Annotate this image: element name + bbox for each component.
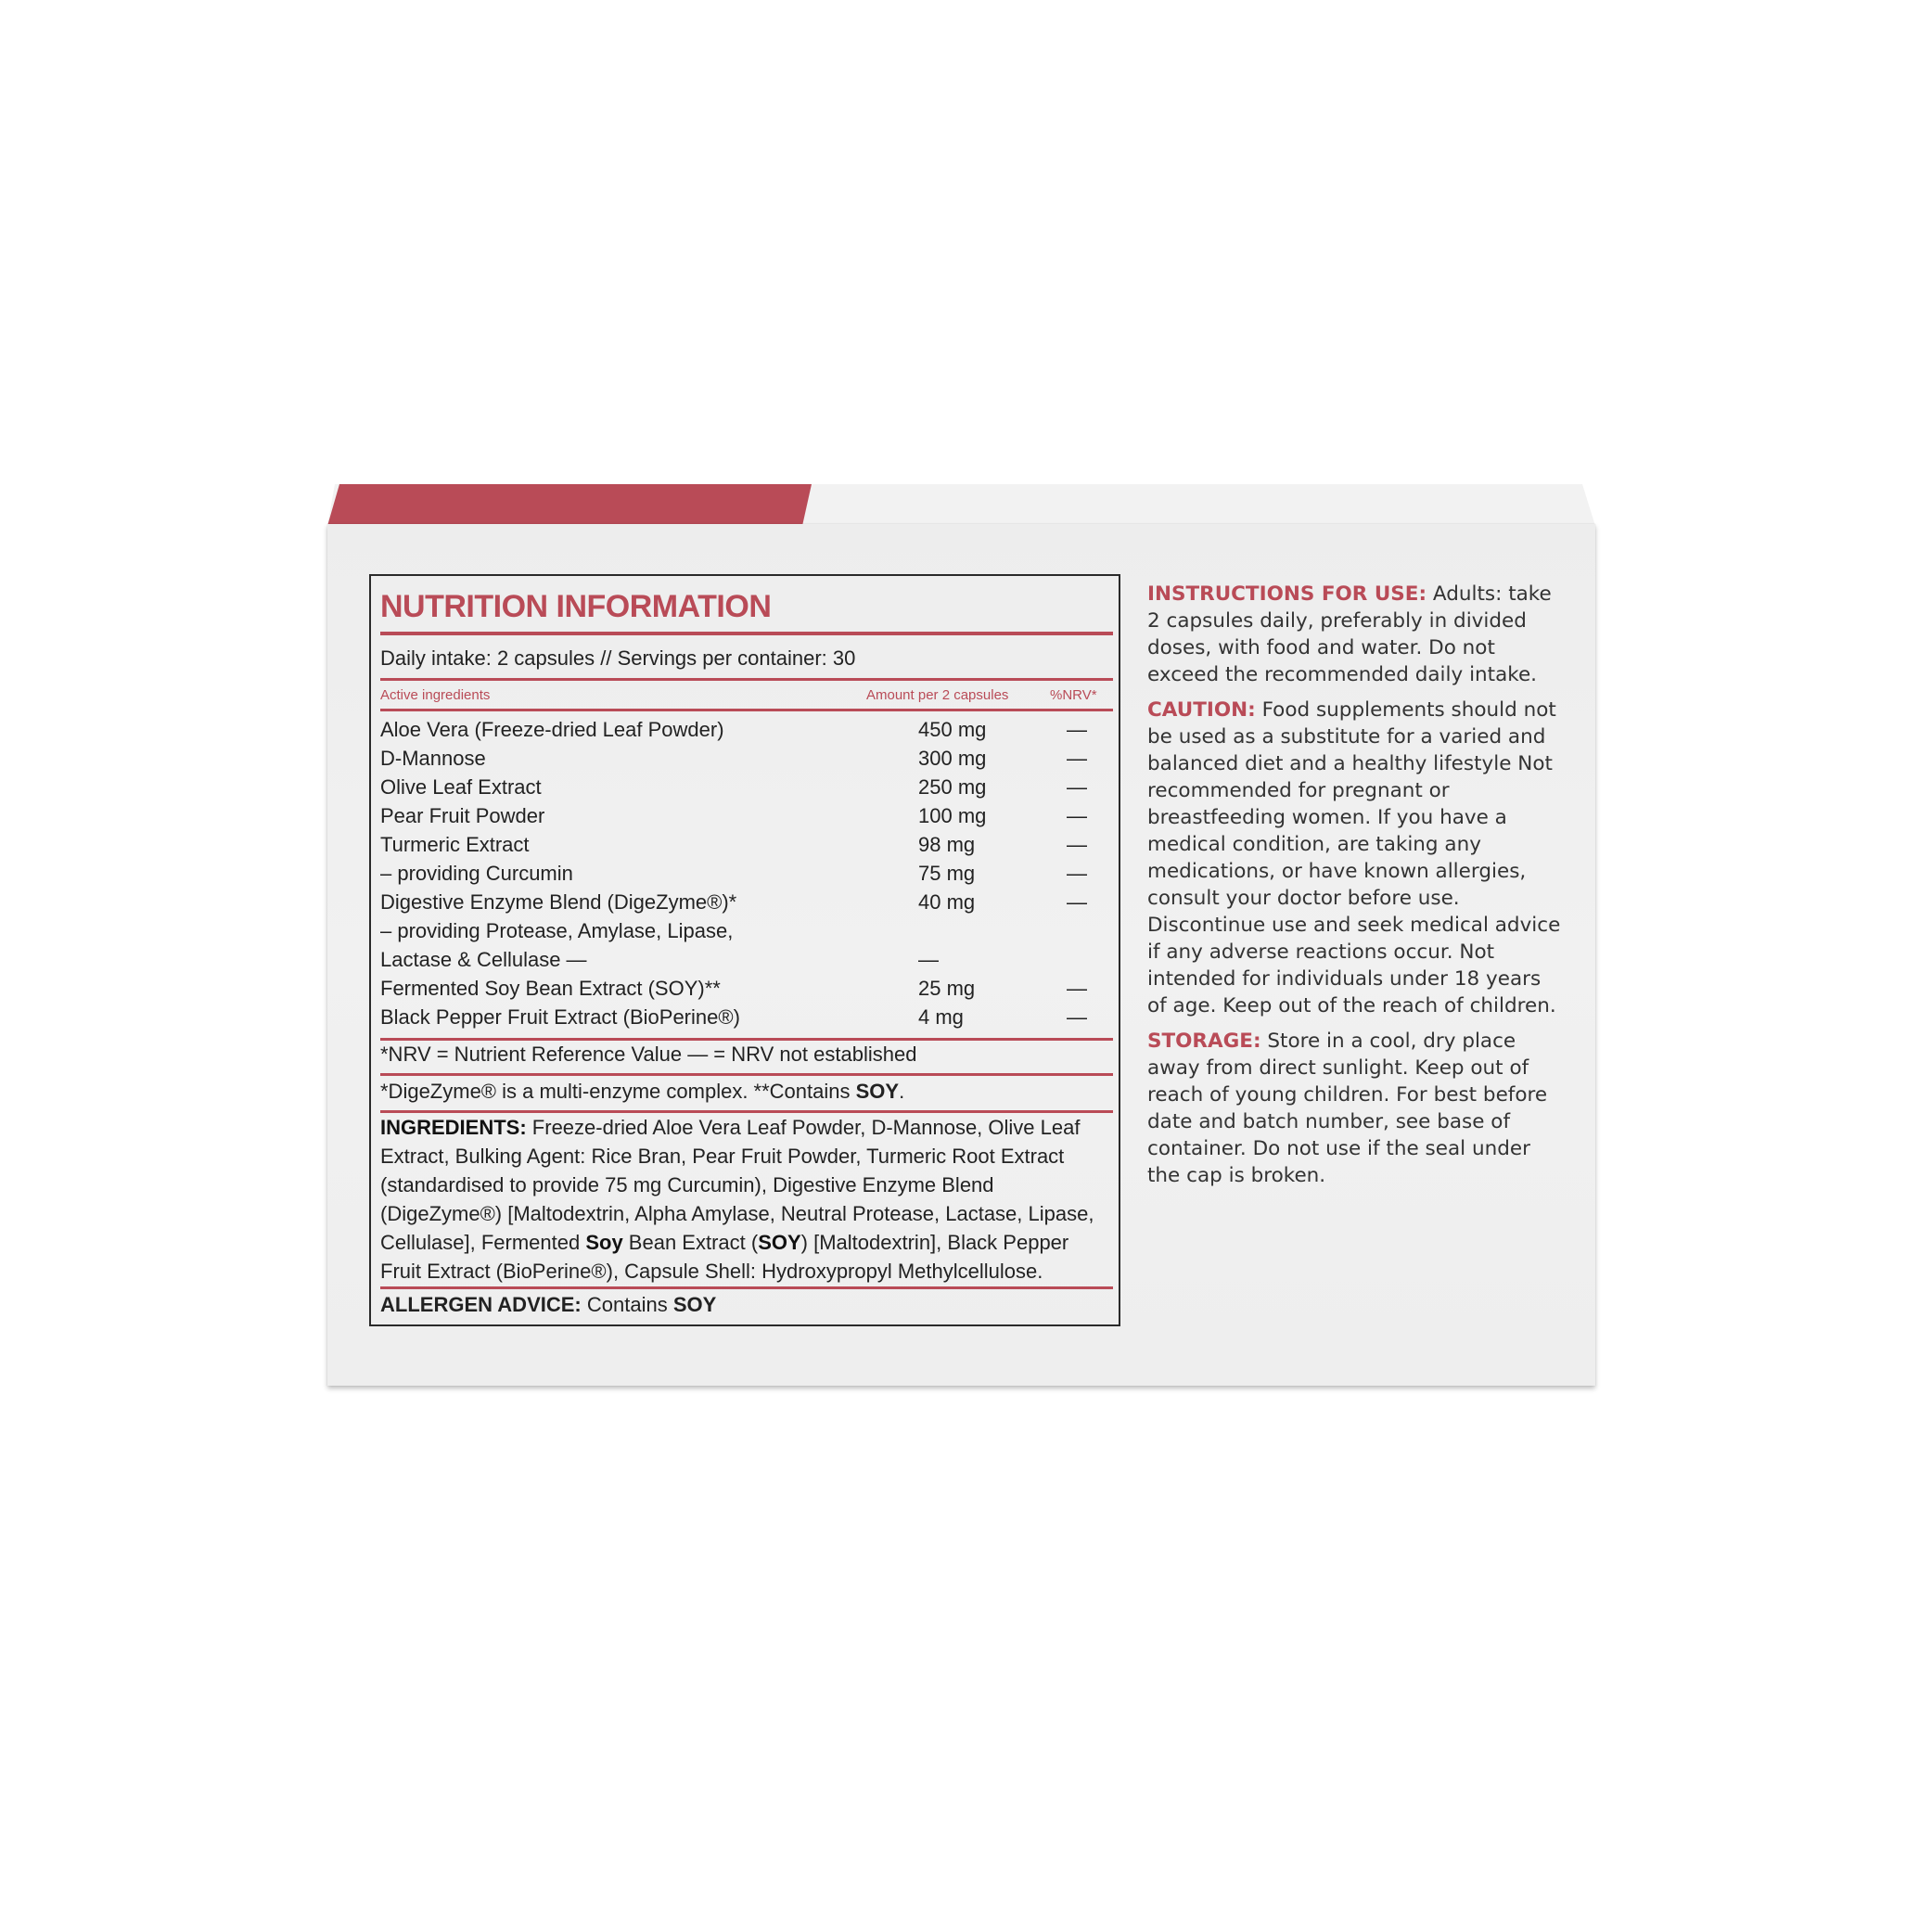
ingredients-text-3: ) [Maltodextrin], Black Pepper Fruit Extract (BioPerine®), Capsule Shell: Hydroxypropyl Methylcellulose. bbox=[380, 1231, 1069, 1283]
ingredients-soy-2: SOY bbox=[758, 1231, 801, 1254]
title-rule bbox=[380, 632, 1113, 635]
digezyme-note-text: *DigeZyme® is a multi-enzyme complex. **Contains bbox=[380, 1080, 856, 1103]
ingredients-paragraph bbox=[380, 1113, 1115, 1286]
row-nrv: — bbox=[1067, 977, 1087, 1000]
allergen-text: Contains bbox=[581, 1293, 673, 1316]
caution-label: CAUTION: bbox=[1147, 698, 1256, 722]
table-row bbox=[380, 977, 1113, 1005]
header-nrv: %NRV* bbox=[1050, 687, 1097, 703]
daily-intake-text: Daily intake: 2 capsules // Servings per container: 30 bbox=[380, 646, 856, 670]
row-amount: 300 mg bbox=[918, 747, 987, 770]
row-name: Olive Leaf Extract bbox=[380, 775, 542, 799]
storage-label: STORAGE: bbox=[1147, 1030, 1261, 1053]
nutrition-panel bbox=[369, 574, 1120, 1326]
header-amount: Amount per 2 capsules bbox=[866, 687, 1009, 703]
row-amount: 40 mg bbox=[918, 890, 976, 914]
instructions-column bbox=[1147, 581, 1565, 1197]
row-nrv: — bbox=[1067, 833, 1087, 856]
table-row bbox=[380, 775, 1113, 804]
row-amount: 4 mg bbox=[918, 1005, 964, 1029]
ingredients-rule bbox=[380, 1286, 1113, 1289]
allergen-label: ALLERGEN ADVICE: bbox=[380, 1293, 582, 1316]
row-amount: 450 mg bbox=[918, 718, 987, 741]
table-row bbox=[380, 747, 1113, 775]
header-rule bbox=[380, 709, 1113, 711]
row-nrv: — bbox=[1067, 804, 1087, 827]
row-amount: 25 mg bbox=[918, 977, 976, 1000]
row-name: – providing Curcumin bbox=[380, 862, 573, 885]
table-row bbox=[380, 833, 1113, 862]
row-nrv: — bbox=[1067, 862, 1087, 885]
red-accent-tab bbox=[327, 484, 812, 526]
ingredients-text-1: Freeze-dried Aloe Vera Leaf Powder, D-Mannose, Olive Leaf Extract, Bulking Agent: Rice Bran, Pear Fruit Powder, Turmeric Root Extract (standardised to provide 75 mg Curcumin), Digestive Enzyme Blend (DigeZyme®) [Maltodextrin, Alpha Amylase, Neutral Protease, Lactase, Lipase, Cellulase], Fermented bbox=[380, 1116, 1094, 1254]
row-nrv: — bbox=[1067, 718, 1087, 741]
row-amount: 100 mg bbox=[918, 804, 987, 827]
digezyme-note-end: . bbox=[899, 1080, 905, 1103]
ingredients-soy-1: Soy bbox=[585, 1231, 623, 1254]
digezyme-note-soy: SOY bbox=[855, 1080, 900, 1103]
table-row bbox=[380, 862, 1113, 890]
nrv-note: *NRV = Nutrient Reference Value — = NRV not established bbox=[380, 1043, 917, 1066]
ingredients-text-2: Bean Extract ( bbox=[622, 1231, 759, 1254]
nutrition-title: NUTRITION INFORMATION bbox=[380, 589, 772, 624]
row-nrv: — bbox=[1067, 1005, 1087, 1029]
table-row bbox=[380, 804, 1113, 833]
row-name: Aloe Vera (Freeze-dried Leaf Powder) bbox=[380, 718, 724, 741]
intake-rule bbox=[380, 678, 1113, 681]
table-rule bbox=[380, 1038, 1113, 1041]
nrv-rule bbox=[380, 1073, 1113, 1076]
instructions-text: Adults: take 2 capsules daily, preferably in divided doses, with food and water. Do not exceed the recommended daily intake. bbox=[1147, 582, 1552, 686]
instructions-paragraph bbox=[1147, 581, 1565, 688]
table-row bbox=[380, 948, 1113, 977]
row-nrv: — bbox=[1067, 747, 1087, 770]
row-amount: 98 mg bbox=[918, 833, 976, 856]
row-amount: 75 mg bbox=[918, 862, 976, 885]
allergen-advice bbox=[380, 1293, 716, 1317]
row-name: Digestive Enzyme Blend (DigeZyme®)* bbox=[380, 890, 737, 914]
digezyme-note bbox=[380, 1080, 904, 1104]
storage-paragraph bbox=[1147, 1028, 1565, 1189]
row-amount: — bbox=[918, 948, 939, 971]
allergen-soy: SOY bbox=[672, 1293, 717, 1316]
instructions-label: INSTRUCTIONS FOR USE: bbox=[1147, 582, 1427, 606]
row-name: D-Mannose bbox=[380, 747, 486, 770]
table-row bbox=[380, 919, 1113, 948]
row-name: Lactase & Cellulase — bbox=[380, 948, 587, 971]
row-amount: 250 mg bbox=[918, 775, 987, 799]
caution-paragraph bbox=[1147, 697, 1565, 1019]
row-nrv: — bbox=[1067, 775, 1087, 799]
row-name: Fermented Soy Bean Extract (SOY)** bbox=[380, 977, 721, 1000]
table-row bbox=[380, 718, 1113, 747]
row-name: – providing Protease, Amylase, Lipase, bbox=[380, 919, 734, 942]
table-row bbox=[380, 890, 1113, 919]
row-name: Pear Fruit Powder bbox=[380, 804, 545, 827]
table-row bbox=[380, 1005, 1113, 1034]
caution-text: Food supplements should not be used as a substitute for a varied and balanced diet and a healthy lifestyle Not recommended for pregnant or breastfeeding women. If you have a medical condition, are taking any medications, or have known allergies, consult your doctor before use. Discontinue use and seek medical advice if any adverse reactions occur. Not intended for individuals under 18 years of age. Keep out of the reach of children. bbox=[1147, 698, 1561, 1017]
row-nrv: — bbox=[1067, 890, 1087, 914]
row-name: Turmeric Extract bbox=[380, 833, 530, 856]
row-name: Black Pepper Fruit Extract (BioPerine®) bbox=[380, 1005, 740, 1029]
header-ingredient: Active ingredients bbox=[380, 687, 491, 703]
ingredients-label: INGREDIENTS: bbox=[380, 1116, 527, 1139]
storage-text: Store in a cool, dry place away from direct sunlight. Keep out of reach of young children. For best before date and batch number, see base of container. Do not use if the seal under the cap is broken. bbox=[1147, 1030, 1548, 1187]
